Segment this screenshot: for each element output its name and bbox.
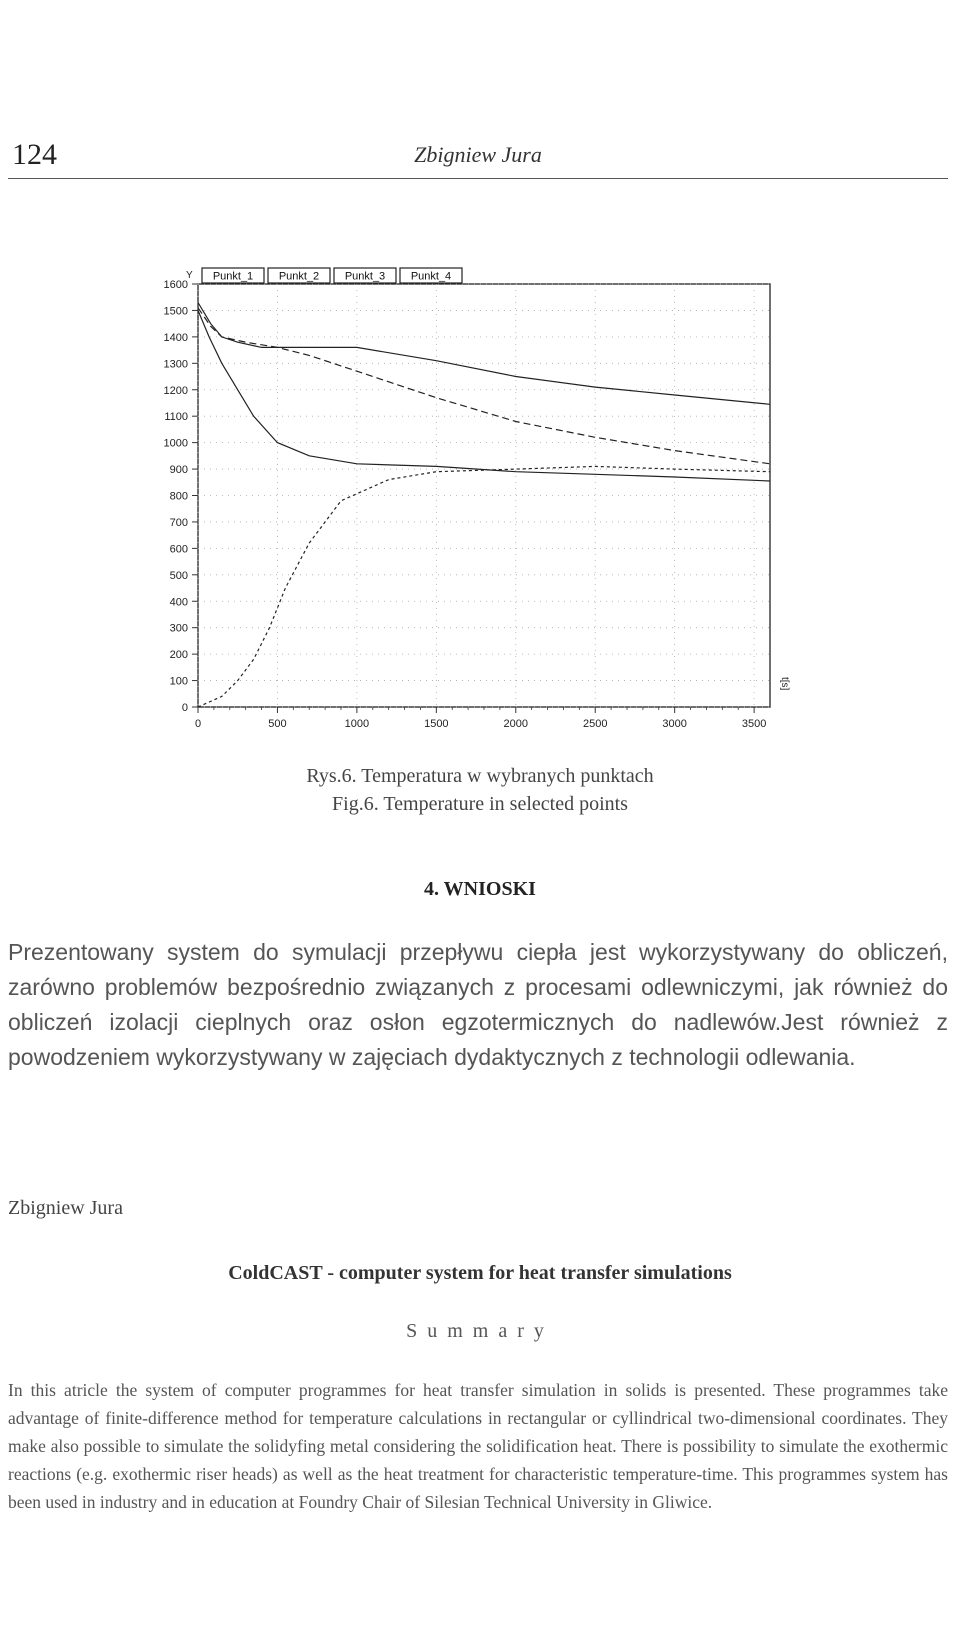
y-tick-label: 800 <box>169 490 188 503</box>
legend-item <box>268 268 330 283</box>
y-tick-label: 1600 <box>163 279 188 291</box>
summary-title: ColdCAST - computer system for heat transfer simulations <box>228 1262 732 1284</box>
y-tick-label: 300 <box>169 622 188 635</box>
summary-paragraph: In this atricle the system of computer programmes for heat transfer simulation in solids is presented. These programmes take advantage of finite-difference method for temperature calculations in rectangular or cyllindrical two-dimensional coordinates. They make also possible to simulate the solidyfing metal considering the solidification heat. There is possibility to simulate the exothermic reactions (e.g. exothermic riser heads) as well as the heat treatment for characteristic temperature-time. This programmes system has been used in industry and in education at Foundry Chair of Silesian Technical University in Gliwice. <box>8 1380 948 1512</box>
y-tick-label: 1400 <box>163 331 188 344</box>
x-tick-label: 2000 <box>503 718 529 730</box>
y-tick-label: 1200 <box>163 384 188 397</box>
summary-heading: Summary <box>406 1320 554 1342</box>
x-tick-label: 3500 <box>741 718 767 730</box>
series-line-punkt-4 <box>198 466 770 707</box>
y-tick-label: 1100 <box>164 411 188 424</box>
y-tick-label: 0 <box>181 702 188 714</box>
page-number: 124 <box>12 138 57 171</box>
page-header <box>8 138 948 178</box>
y-tick-label: 600 <box>169 543 188 556</box>
x-tick-label: 2500 <box>582 718 608 730</box>
legend-label: Punkt_3 <box>344 270 386 283</box>
legend-label: Punkt_2 <box>278 270 320 283</box>
y-tick-label: 1500 <box>163 305 188 318</box>
x-tick-label: 500 <box>268 718 287 730</box>
legend-item <box>400 268 462 283</box>
y-tick-label: 400 <box>169 596 188 609</box>
legend-item <box>202 268 264 283</box>
header-rule <box>8 178 948 179</box>
chart-svg <box>130 262 810 752</box>
x-tick-label: 1000 <box>344 718 370 730</box>
y-tick-label: 500 <box>169 569 188 582</box>
figure-caption-en: Fig.6. Temperature in selected points <box>332 793 628 815</box>
y-tick-label: 1300 <box>163 358 188 371</box>
figure-caption-pl: Rys.6. Temperatura w wybranych punktach <box>306 765 654 787</box>
conclusion-paragraph: Prezentowany system do symulacji przepływu ciepła jest wykorzystywany do obliczeń, zarówno problemów bezpośrednio związanych z procesami odlewniczymi, jak również do obliczeń izolacji cieplnych oraz osłon egzotermicznych do nadlewów.Jest również z powodzeniem wykorzystywany w zajęciach dydaktycznych z technologii odlewania. <box>8 939 948 1070</box>
conclusion-heading: 4. WNIOSKI <box>424 878 536 900</box>
running-head: Zbigniew Jura <box>414 142 542 167</box>
y-tick-label: 1000 <box>163 437 188 450</box>
legend-label: Punkt_4 <box>410 270 452 283</box>
temperature-chart <box>130 262 810 752</box>
x-tick-label: 1500 <box>424 718 449 730</box>
y-tick-label: 700 <box>169 516 188 529</box>
series-line-punkt-3 <box>198 308 770 464</box>
x-tick-label: 3000 <box>662 718 687 730</box>
y-axis-letter: Y <box>186 270 193 281</box>
summary-author: Zbigniew Jura <box>8 1197 123 1219</box>
x-unit-label: t[s] <box>779 677 790 691</box>
y-tick-label: 200 <box>169 649 188 662</box>
x-tick-label: 0 <box>194 718 202 730</box>
y-tick-label: 100 <box>169 675 188 688</box>
legend-item <box>334 268 396 283</box>
series-line-punkt-1 <box>198 303 770 405</box>
y-tick-label: 900 <box>169 464 188 477</box>
legend-label: Punkt_1 <box>212 270 254 283</box>
